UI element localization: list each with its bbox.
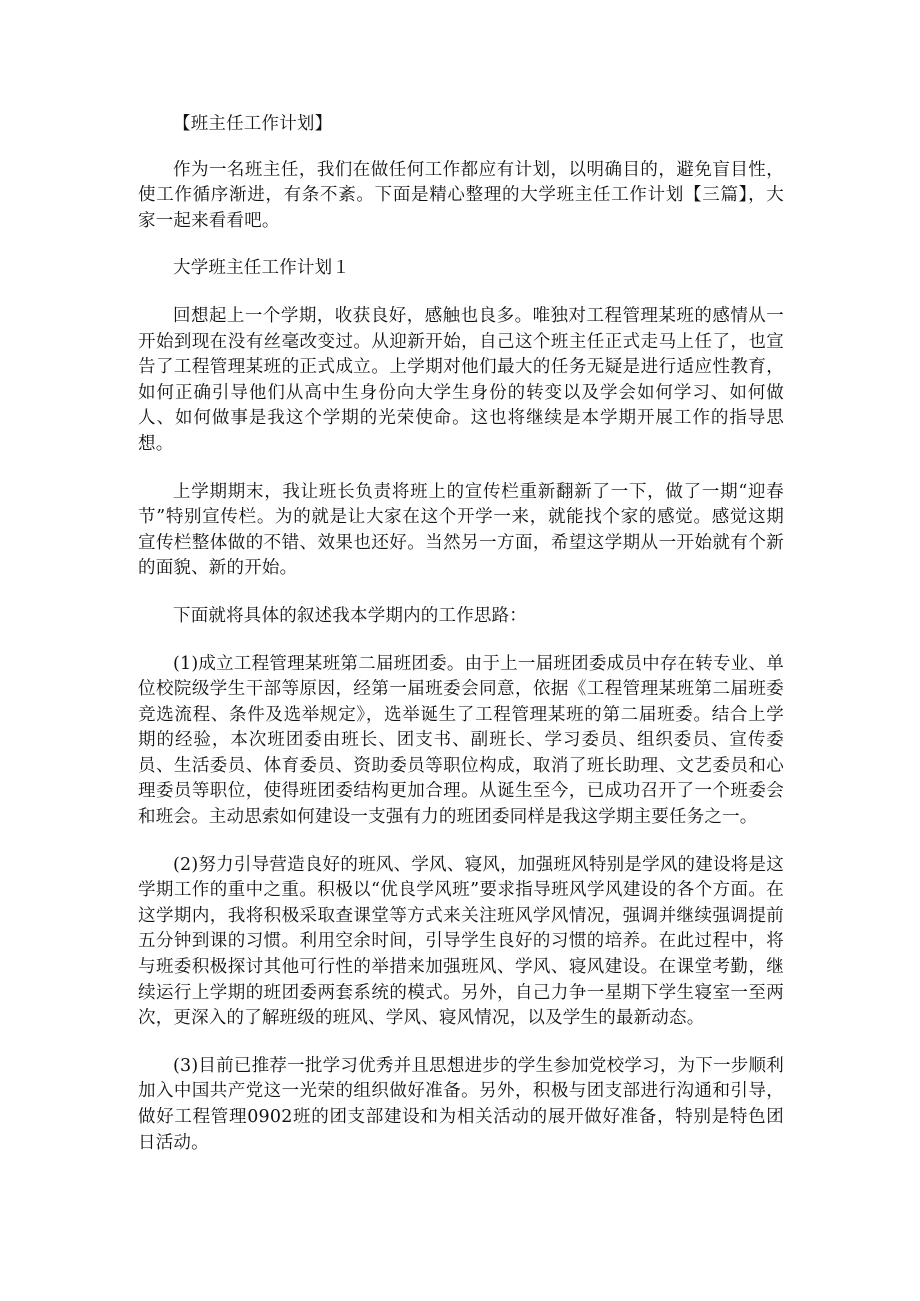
paragraph-6: (3)目前已推荐一批学习优秀并且思想进步的学生参加党校学习，为下一步顺利加入中国共产党这一光荣的组织做好准备。另外，积极与团支部进行沟通和引导，做好工程管理0902班的团支部建设和为相关活动的展开做好准备，特别是特色团日活动。: [138, 1055, 784, 1153]
document-body: [138, 110, 784, 1156]
document-title: 【班主任工作计划】: [173, 114, 333, 134]
paragraph-4: (1)成立工程管理某班第二届班团委。由于上一届班团委成员中存在转专业、单位校院级学生干部等原因，经第一届班委会同意，依据《工程管理某班第二届班委竞选流程、条件及选举规定》，选举诞生了工程管理某班的第二届班委。结合上学期的经验，本次班团委由班长、团支书、副班长、学习委员、组织委员、宣传委员、生活委员、体育委员、资助委员等职位构成，取消了班长助理、文艺委员和心理委员等职位，使得班团委结构更加合理。从诞生至今，已成功召开了一个班委会和班会。主动思索如何建设一支强有力的班团委同样是我这学期主要任务之一。: [138, 653, 784, 828]
section-title: 大学班主任工作计划１: [173, 258, 350, 279]
paragraph-2: 上学期期末，我让班长负责将班上的宣传栏重新翻新了一下，做了一期“迎春节”特别宣传栏。为的就是让大家在这个开学一来，就能找个家的感觉。感觉这期宣传栏整体做的不错、效果也还好。当然另一方面，希望这学期从一开始就有个新的面貌、新的开始。: [138, 481, 784, 579]
paragraph-5: (2)努力引导营造良好的班风、学风、寝风，加强班风特别是学风的建设将是这学期工作的重中之重。积极以“优良学风班”要求指导班风学风建设的各个方面。在这学期内，我将积极采取查课堂等方式来关注班风学风情况，强调并继续强调提前五分钟到课的习惯。利用空余时间，引导学生良好的习惯的培养。在此过程中，将与班委积极探讨其他可行性的举措来加强班风、学风、寝风建设。在课堂考勤，继续运行上学期的班团委两套系统的模式。另外，自己力争一星期下学生寝室一至两次，更深入的了解班级的班风、学风、寝风情况，以及学生的最新动态。: [138, 854, 784, 1029]
intro-paragraph: 作为一名班主任，我们在做任何工作都应有计划，以明确目的，避免盲目性，使工作循序渐进，有条不紊。下面是精心整理的大学班主任工作计划【三篇】，大家一起来看看吧。: [138, 159, 784, 231]
paragraph-3: 下面就将具体的叙述我本学期内的工作思路：: [173, 605, 527, 626]
paragraph-1: 回想起上一个学期，收获良好，感触也良多。唯独对工程管理某班的感情从一开始到现在没有丝毫改变过。从迎新开始，自己这个班主任正式走马上任了，也宣告了工程管理某班的正式成立。上学期对他们最大的任务无疑是进行适应性教育，如何正确引导他们从高中生身份向大学生身份的转变以及学会如何学习、如何做人、如何做事是我这个学期的光荣使命。这也将继续是本学期开展工作的指导思想。: [138, 305, 784, 454]
